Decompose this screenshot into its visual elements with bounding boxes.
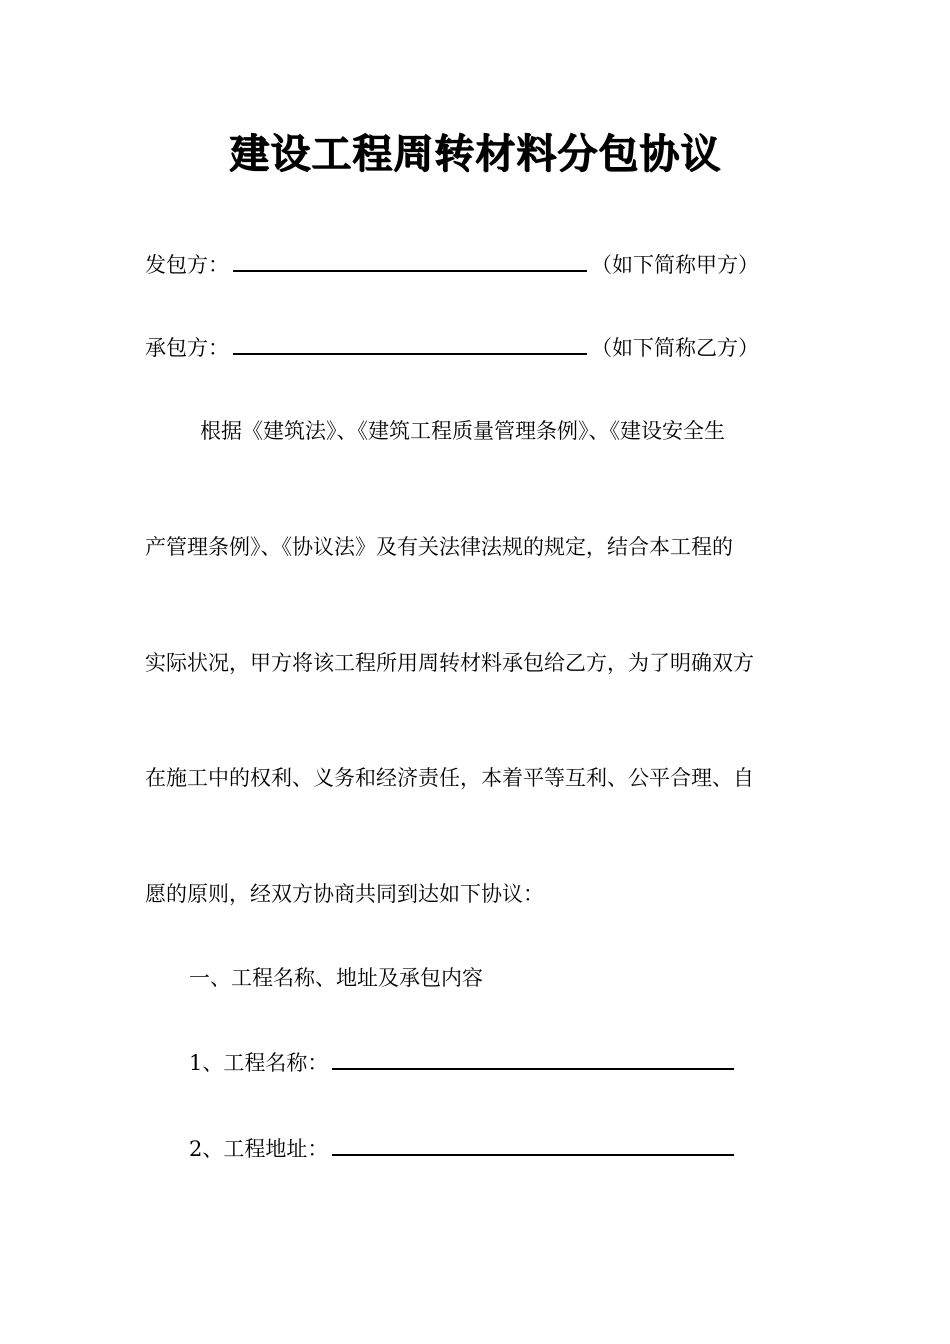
party-b-label: 承包方： [145,336,229,360]
item-1-label: 1、工程名称： [189,1051,329,1075]
item-2-label: 2、工程地址： [189,1137,329,1161]
preamble-line: 实际状况，甲方将该工程所用周转材料承包给乙方，为了明确双方 [145,651,754,675]
preamble-line: 愿的原则，经双方协商共同到达如下协议： [145,882,544,906]
party-b-line [145,331,759,363]
party-a-line [145,248,759,280]
party-a-suffix: （如下简称甲方） [591,253,759,277]
item-2-blank [332,1132,734,1156]
party-a-label: 发包方： [145,253,229,277]
preamble-line: 在施工中的权利、义务和经济责任，本着平等互利、公平合理、自 [145,766,754,790]
item-2-line [189,1132,738,1164]
preamble-line: 产管理条例》、《协议法》及有关法律法规的规定，结合本工程的 [145,535,733,559]
section-1-heading: 一、工程名称、地址及承包内容 [189,966,483,990]
party-b-suffix: （如下简称乙方） [591,336,759,360]
document-title: 建设工程周转材料分包协议 [229,130,721,177]
party-b-blank [233,331,587,355]
item-1-line [189,1046,738,1078]
preamble-line: 根据《建筑法》、《建筑工程质量管理条例》、《建设安全生 [200,419,725,443]
party-a-blank [233,248,587,272]
item-1-blank [332,1046,734,1070]
